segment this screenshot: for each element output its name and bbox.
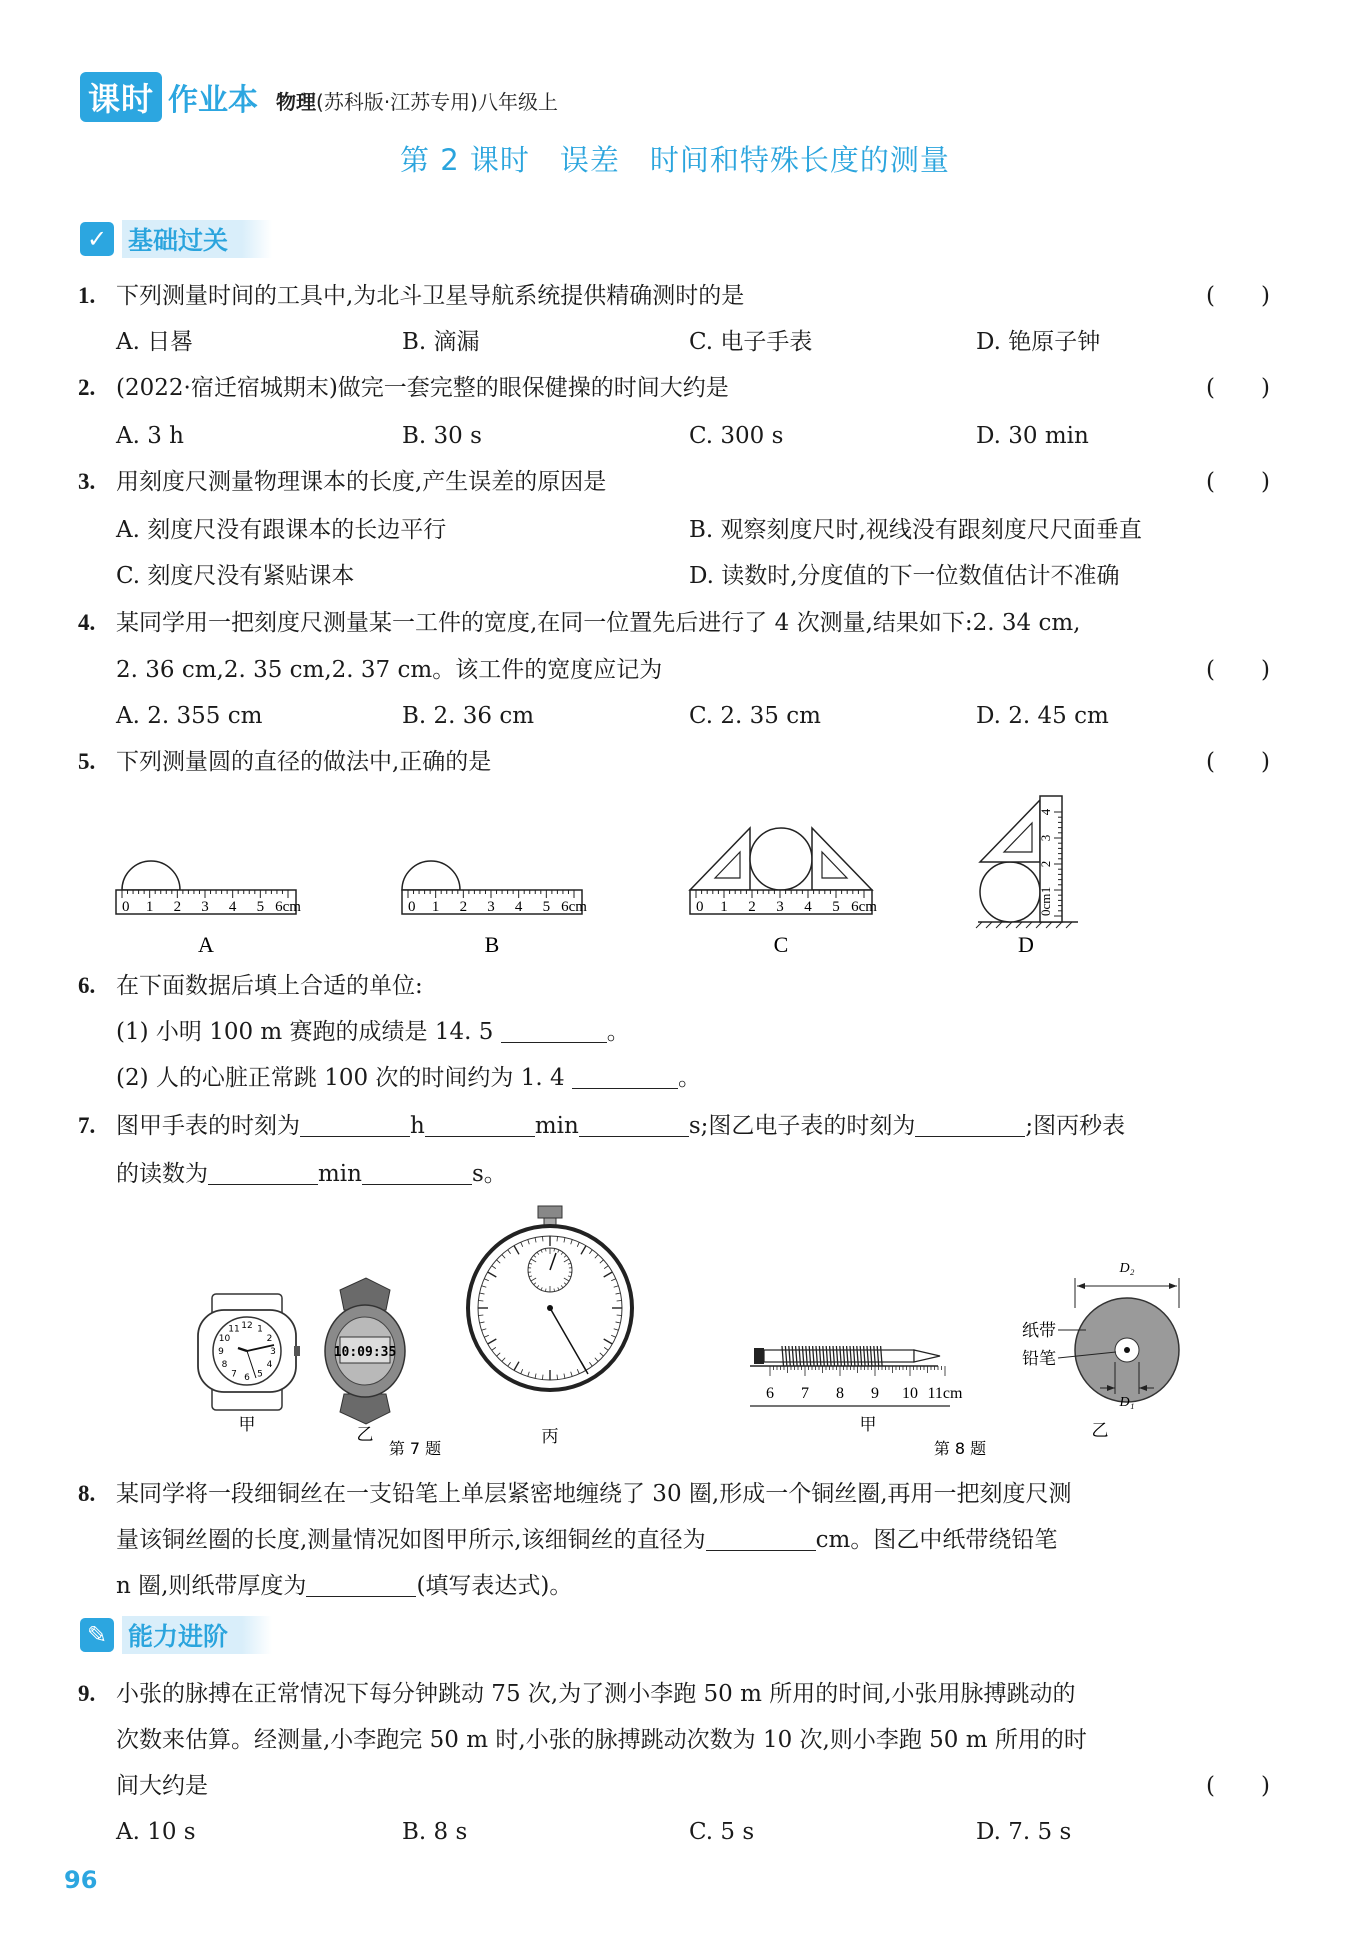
q8-stem-line3: n 圈,则纸带厚度为 (填写表达式)。 xyxy=(116,1570,1270,1602)
q4-stem-line1: 4. 某同学用一把刻度尺测量某一工件的宽度,在同一位置先后进行了 4 次测量,结果如下:2. 34 cm, xyxy=(78,610,1081,636)
figure-label: A xyxy=(198,932,214,957)
answer-blank[interactable] xyxy=(501,1016,607,1043)
ruler-tick-label: 0 xyxy=(408,899,416,915)
lesson-title: 第 2 课时 误差 时间和特殊长度的测量 xyxy=(400,143,950,177)
figure-label: 甲 xyxy=(859,1415,877,1435)
option[interactable]: B. 滴漏 xyxy=(402,329,480,355)
pencil-icon: ✎ xyxy=(80,1618,114,1652)
brand-name: 作业本 xyxy=(168,83,259,118)
figure-b xyxy=(402,861,587,957)
figure-d xyxy=(976,796,1078,957)
pencil-label: 铅笔 xyxy=(1022,1349,1056,1369)
answer-paren[interactable]: ( ) xyxy=(1206,469,1270,495)
ruler-tick-label: 4 xyxy=(804,899,812,915)
ruler-tick-label: 2 xyxy=(1038,860,1053,868)
figure-c xyxy=(690,828,877,957)
ruler-tick-label: 3 xyxy=(776,899,784,915)
answer-paren[interactable]: ( ) xyxy=(1206,749,1270,775)
tape-label: 纸带 xyxy=(1022,1321,1056,1341)
option[interactable]: C. 刻度尺没有紧贴课本 xyxy=(116,563,355,589)
ruler-tick-label: 6cm xyxy=(275,899,301,915)
watch-numeral: 4 xyxy=(266,1360,273,1370)
q8-stem-line2: 量该铜丝圈的长度,测量情况如图甲所示,该细铜丝的直径为 cm。图乙中纸带绕铅笔 xyxy=(116,1524,1270,1556)
q6-stem: 6. 在下面数据后填上合适的单位: xyxy=(78,973,423,999)
ruler-tick-label: 8 xyxy=(836,1385,844,1402)
ruler-tick-label: 0 xyxy=(696,899,704,915)
d2-label: D₂ xyxy=(1119,1261,1135,1276)
option[interactable]: C. 5 s xyxy=(689,1819,755,1845)
q4-stem-line2: 2. 36 cm,2. 35 cm,2. 37 cm。该工件的宽度应记为 ( ) xyxy=(116,654,1270,686)
section-basic xyxy=(80,218,272,260)
watch-numeral: 12 xyxy=(241,1321,253,1331)
option[interactable]: C. 300 s xyxy=(689,423,784,449)
q5-figures xyxy=(110,790,1110,960)
option[interactable]: A. 3 h xyxy=(116,423,184,449)
section-basic-label: 基础过关 xyxy=(122,220,272,258)
ruler-tick-label: 1 xyxy=(145,899,154,915)
q8-figures xyxy=(740,1238,1200,1458)
answer-blank[interactable] xyxy=(572,1062,678,1089)
q1-stem: 1. 下列测量时间的工具中,为北斗卫星导航系统提供精确测时的是 ( ) xyxy=(78,280,1270,312)
watch-numeral: 9 xyxy=(218,1347,224,1357)
answer-blank[interactable] xyxy=(579,1110,689,1137)
answer-paren[interactable]: ( ) xyxy=(1206,1773,1270,1799)
figure-label: 乙 xyxy=(356,1425,374,1445)
ruler-tick-label: 5 xyxy=(256,899,265,915)
ruler-tick-label: 4 xyxy=(514,899,523,915)
watch-numeral: 11 xyxy=(228,1324,240,1335)
ruler-tick-label: 5 xyxy=(832,899,840,915)
ruler-tick-label: 2 xyxy=(748,899,756,915)
ruler-tick-label: 0 xyxy=(122,899,130,915)
analog-watch xyxy=(198,1294,300,1435)
q7-figures xyxy=(190,1198,750,1458)
ruler-tick-label: 2 xyxy=(459,899,468,915)
option[interactable]: D. 7. 5 s xyxy=(976,1819,1072,1845)
digital-watch xyxy=(325,1278,405,1445)
section-advanced-label: 能力进阶 xyxy=(122,1616,272,1654)
q9-stem-line1: 9. 小张的脉搏在正常情况下每分钟跳动 75 次,为了测小李跑 50 m 所用的时间,小张用脉搏跳动的 xyxy=(78,1681,1076,1707)
ruler-tick-label: 3 xyxy=(201,899,209,915)
answer-blank[interactable] xyxy=(706,1524,816,1551)
ruler-tick-label: 3 xyxy=(487,899,495,915)
ruler-tick-label: 6cm xyxy=(561,899,587,915)
ruler-tick-label: 11cm xyxy=(927,1385,963,1402)
ruler-tick-label: 4 xyxy=(228,899,237,915)
ruler-tick-label: 5 xyxy=(542,899,551,915)
option[interactable]: A. 日晷 xyxy=(116,329,194,355)
watch-numeral: 7 xyxy=(231,1369,237,1380)
answer-paren[interactable]: ( ) xyxy=(1206,657,1270,683)
stopwatch xyxy=(468,1206,632,1447)
figure-label: 丙 xyxy=(541,1427,559,1447)
q9-stem-line2: 次数来估算。经测量,小李跑完 50 m 时,小张的脉搏跳动次数为 10 次,则小李跑 50 m 所用的时 xyxy=(116,1727,1087,1753)
ruler-tick-label: 6cm xyxy=(851,899,877,915)
answer-blank[interactable] xyxy=(208,1158,318,1185)
option[interactable]: D. 2. 45 cm xyxy=(976,703,1109,729)
header xyxy=(80,70,558,124)
ruler-tick-label: 1 xyxy=(431,899,440,915)
answer-blank[interactable] xyxy=(915,1110,1025,1137)
figure-caption: 第 7 题 xyxy=(388,1439,442,1458)
q8-stem-line1: 8. 某同学将一段细铜丝在一支铅笔上单层紧密地缠绕了 30 圈,形成一个铜丝圈,再用一把刻度尺测 xyxy=(78,1481,1072,1507)
answer-blank[interactable] xyxy=(362,1158,472,1185)
answer-blank[interactable] xyxy=(306,1570,416,1597)
q2-stem: 2. (2022·宿迁宿城期末)做完一套完整的眼保健操的时间大约是 ( ) xyxy=(78,372,1270,404)
watch-numeral: 3 xyxy=(270,1347,276,1357)
option[interactable]: D. 铯原子钟 xyxy=(976,329,1101,355)
subject-line: 物理(苏科版·江苏专用)八年级上 xyxy=(276,89,558,114)
q5-stem: 5. 下列测量圆的直径的做法中,正确的是 ( ) xyxy=(78,746,1270,778)
figure-label: D xyxy=(1018,932,1034,957)
option[interactable]: B. 30 s xyxy=(402,423,482,449)
figure-label: C xyxy=(773,932,789,957)
option[interactable]: C. 电子手表 xyxy=(689,329,813,355)
ruler-tick-label: 3 xyxy=(1038,834,1053,842)
watch-numeral: 8 xyxy=(221,1360,228,1370)
ruler-tick-label: 9 xyxy=(871,1385,879,1402)
watch-numeral: 2 xyxy=(266,1334,273,1344)
watch-numeral: 5 xyxy=(257,1369,263,1380)
option[interactable]: A. 刻度尺没有跟课本的长边平行 xyxy=(116,517,447,543)
q6-sub2: (2) 人的心脏正常跳 100 次的时间约为 1. 4 。 xyxy=(116,1062,1270,1094)
option[interactable]: B. 8 s xyxy=(402,1819,468,1845)
option[interactable]: B. 观察刻度尺时,视线没有跟刻度尺尺面垂直 xyxy=(689,517,1142,543)
option[interactable]: A. 2. 355 cm xyxy=(116,703,263,729)
watch-numeral: 10 xyxy=(218,1334,231,1344)
ruler-tick-label: 10 xyxy=(902,1385,918,1402)
figure-caption: 第 8 题 xyxy=(933,1439,987,1458)
q9-stem-line3: 间大约是 ( ) xyxy=(116,1770,1270,1802)
figure-a xyxy=(116,861,301,957)
option[interactable]: D. 读数时,分度值的下一位数值估计不准确 xyxy=(689,563,1120,589)
answer-blank[interactable] xyxy=(300,1110,410,1137)
watch-numeral: 6 xyxy=(244,1373,250,1383)
ruler-tick-label: 1 xyxy=(1038,886,1053,894)
section-advanced xyxy=(80,1614,272,1656)
tape-roll xyxy=(1022,1261,1179,1441)
figure-label: 乙 xyxy=(1091,1421,1109,1441)
option[interactable]: D. 30 min xyxy=(976,423,1089,449)
checkbox-icon: ✓ xyxy=(80,222,114,256)
option[interactable]: C. 2. 35 cm xyxy=(689,703,821,729)
ruler-tick-label: 2 xyxy=(173,899,182,915)
q6-sub1: (1) 小明 100 m 赛跑的成绩是 14. 5 。 xyxy=(116,1016,1270,1048)
answer-paren[interactable]: ( ) xyxy=(1206,375,1270,401)
option[interactable]: B. 2. 36 cm xyxy=(402,703,535,729)
ruler-tick-label: 6 xyxy=(766,1385,774,1402)
brand-logo: 课时 xyxy=(80,72,162,122)
figure-label: B xyxy=(484,932,500,957)
ruler-tick-label: 4 xyxy=(1038,808,1053,816)
ruler-tick-label: 0cm xyxy=(1038,893,1053,916)
ruler-tick-label: 1 xyxy=(720,899,728,915)
option[interactable]: A. 10 s xyxy=(116,1819,196,1845)
q7-stem-line2: 的读数为 min s。 xyxy=(116,1158,1270,1190)
pencil-coil xyxy=(750,1346,963,1435)
d1-label: D₁ xyxy=(1119,1395,1135,1410)
answer-paren[interactable]: ( ) xyxy=(1206,283,1270,309)
digital-display: 10:09:35 xyxy=(333,1345,397,1360)
answer-blank[interactable] xyxy=(425,1110,535,1137)
figure-label: 甲 xyxy=(238,1415,256,1435)
q7-stem-line1: 7. 图甲手表的时刻为 h min s;图乙电子表的时刻为 ;图丙秒表 xyxy=(78,1110,1270,1142)
ruler-tick-label: 7 xyxy=(801,1385,809,1402)
q3-stem: 3. 用刻度尺测量物理课本的长度,产生误差的原因是 ( ) xyxy=(78,466,1270,498)
page-number: 96 xyxy=(64,1866,98,1894)
watch-numeral: 1 xyxy=(257,1324,263,1335)
